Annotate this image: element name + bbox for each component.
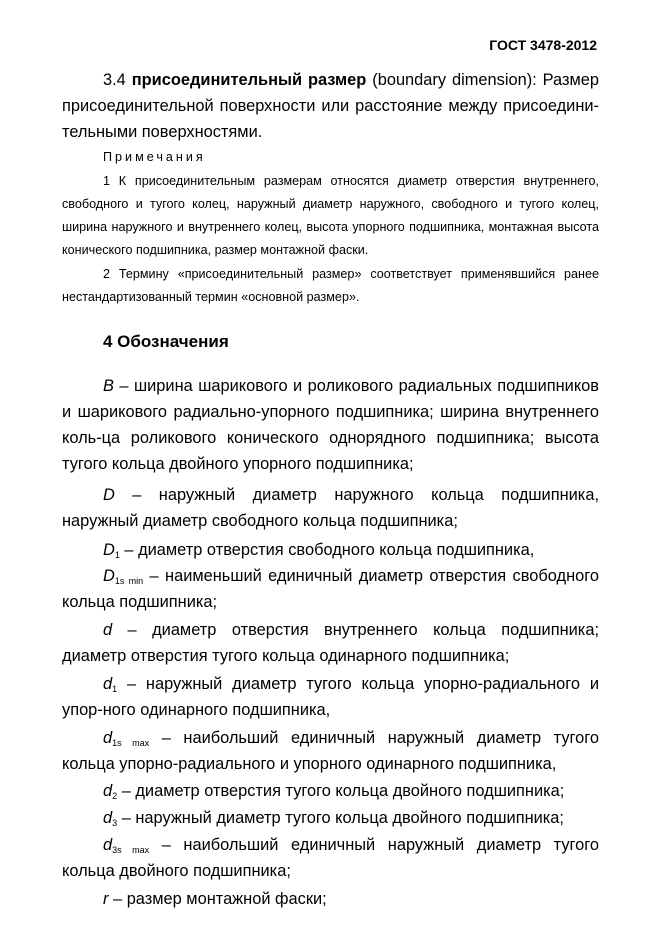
symbol-entry <box>62 563 599 615</box>
symbol: d <box>103 621 113 639</box>
symbol-description: – наименьший единичный диаметр отверстия свободного кольца подшипника; <box>62 567 599 611</box>
symbol: D <box>103 567 115 585</box>
symbol-description: – диаметр отверстия внутреннего кольца подшипника; диаметр отверстия тугого кольца одинарного подшипника; <box>62 621 599 665</box>
symbol: d <box>103 675 113 693</box>
symbol-entry <box>62 482 599 534</box>
section-title: 4 Обозначения <box>103 332 229 351</box>
symbol: d <box>103 782 113 800</box>
symbol-subscript: 1s max <box>112 738 150 748</box>
note-2: 2 Термину «присоединительный размер» соответствует применявшийся ранее нестандартизованный термин «основной размер». <box>62 267 599 304</box>
symbol-entry <box>62 832 599 884</box>
symbol-subscript: 3 <box>112 818 118 828</box>
symbol-description: – ширина шарикового и роликового радиальных подшипников и шарикового радиально-упорного подшипника; ширина внутреннего коль-ца роликового конического однорядного подшипника; высота тугого кольца двойного упорного подшипника; <box>62 377 599 473</box>
symbol-description: – диаметр отверстия тугого кольца двойного подшипника; <box>117 782 565 800</box>
symbol: D <box>103 486 115 504</box>
symbol-entry <box>62 805 599 831</box>
symbol-entry <box>62 886 599 912</box>
symbol-description: – наибольший единичный наружный диаметр тугого кольца упорно-радиального и упорного одинарного подшипника, <box>62 729 599 773</box>
symbol-subscript: 1 <box>114 550 120 560</box>
symbol-entry <box>62 725 599 777</box>
symbol-description: – диаметр отверстия свободного кольца подшипника, <box>119 541 535 559</box>
symbol-description: – наибольший единичный наружный диаметр тугого кольца двойного подшипника; <box>62 836 599 880</box>
symbol-entry <box>62 671 599 723</box>
symbol-description: – наружный диаметр тугого кольца упорно-радиального и упор-ного одинарного подшипника, <box>62 675 599 719</box>
symbol-subscript: 1 <box>112 684 118 694</box>
symbol-entry <box>62 778 599 804</box>
symbol-subscript: 2 <box>112 791 118 801</box>
symbol: d <box>103 836 113 854</box>
symbol-description: – наружный диаметр наружного кольца подшипника, наружный диаметр свободного кольца подшипника; <box>62 486 599 530</box>
standard-header: ГОСТ 3478-2012 <box>489 37 597 53</box>
notes-title: Примечания <box>103 150 206 164</box>
term-definition: (boundary dimension): Размер присоединительной поверхности или расстояние между присоедини-тельными поверхностями. <box>62 71 599 141</box>
symbol: B <box>103 377 114 395</box>
term-number: 3.4 <box>103 71 126 89</box>
symbol-subscript: 3s max <box>112 845 150 855</box>
symbol: D <box>103 541 115 559</box>
symbol-subscript: 1s min <box>114 576 144 586</box>
symbol-description: – наружный диаметр тугого кольца двойного подшипника; <box>117 809 564 827</box>
symbol: r <box>103 890 109 908</box>
note-1: 1 К присоединительным размерам относятся диаметр отверстия внутреннего, свободного и тугого колец, наружный диаметр наружного, свободного и тугого колец, ширина наружного и внутреннего колец, высота упорного подшипника, монтажная высота конического подшипника, размер монтажной фаски. <box>62 174 599 257</box>
symbol-entry <box>62 373 599 477</box>
symbol: d <box>103 729 113 747</box>
term-3-4 <box>62 67 599 145</box>
symbol: d <box>103 809 113 827</box>
symbol-entry <box>62 537 599 563</box>
term-name: присоединительный размер <box>131 71 367 89</box>
symbol-entry <box>62 617 599 669</box>
symbol-description: – размер монтажной фаски; <box>108 890 327 908</box>
